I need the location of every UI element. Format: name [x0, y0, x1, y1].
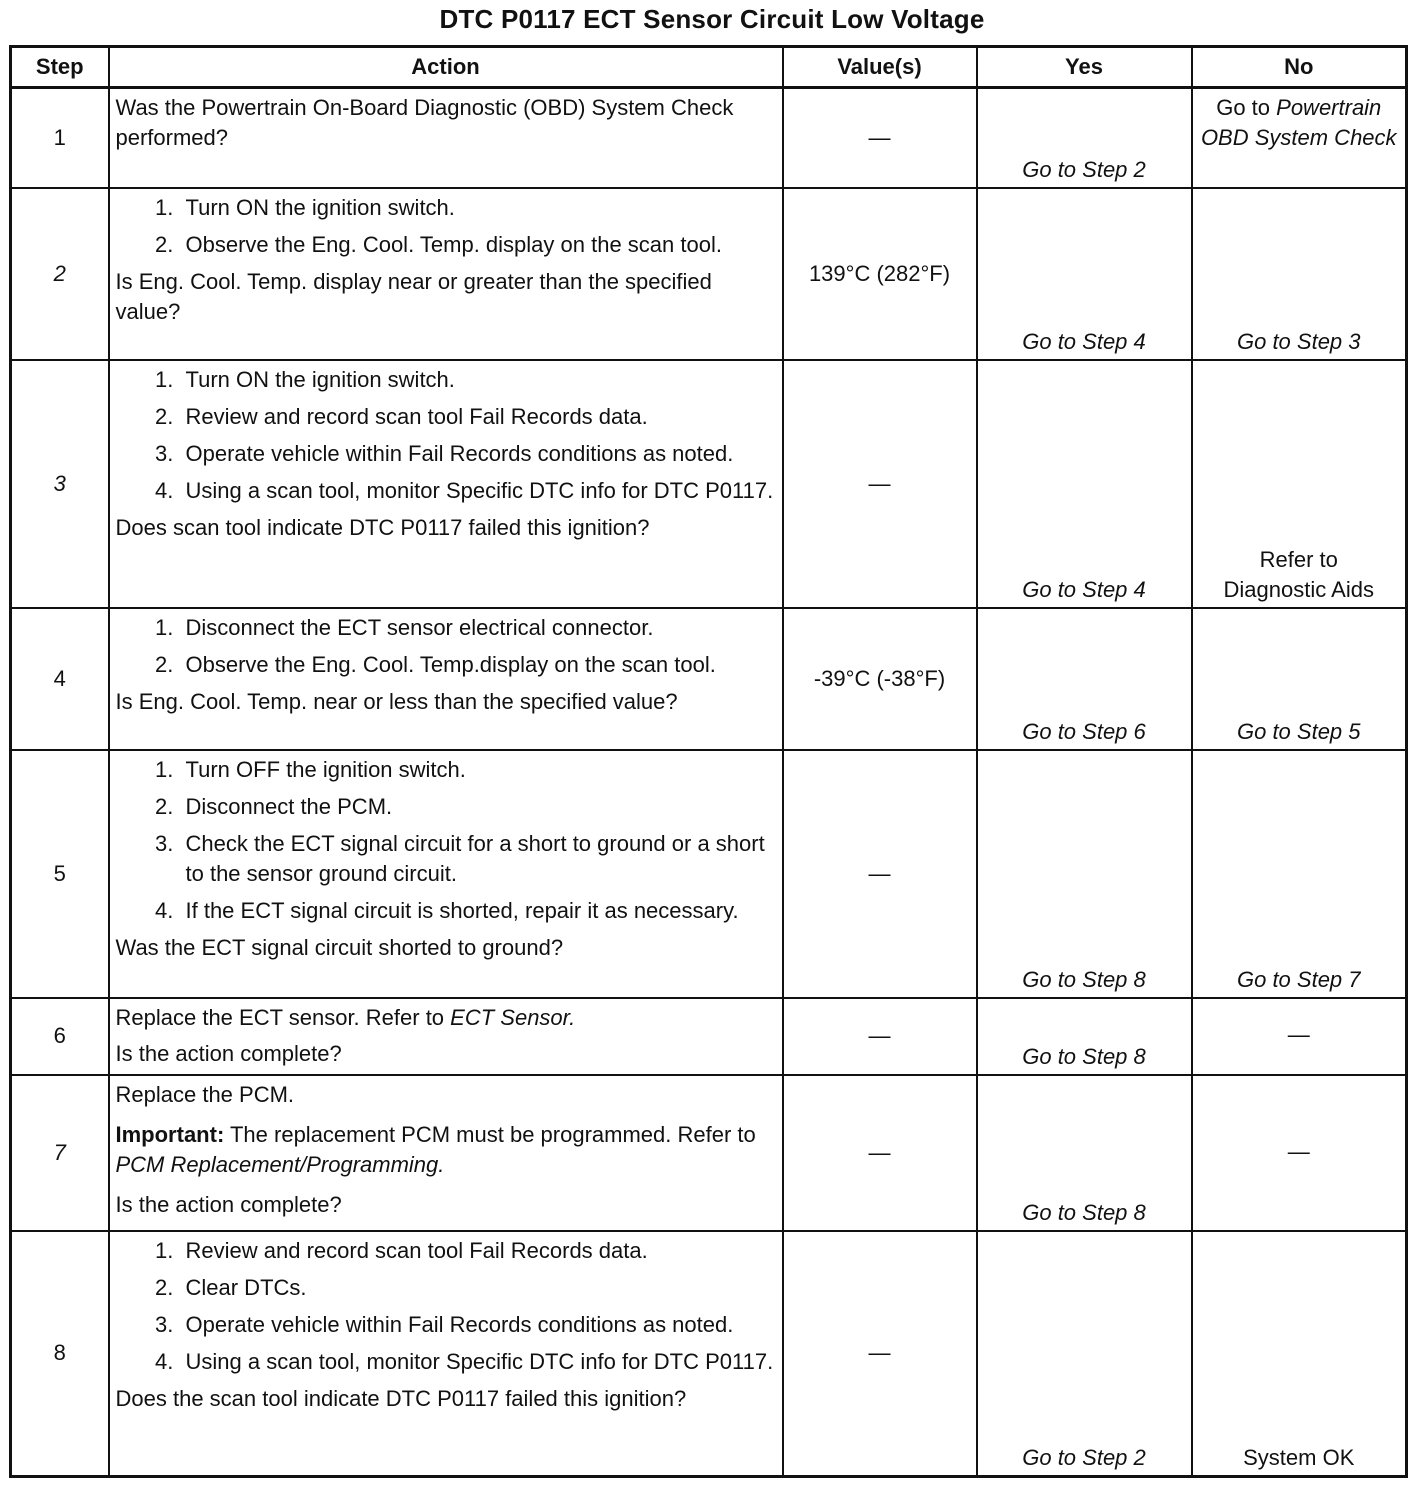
action-cell — [109, 998, 783, 1075]
table-row — [11, 1231, 1407, 1477]
action-steps — [116, 193, 776, 260]
yes-cell: Go to Step 4 — [977, 360, 1192, 608]
action-cell — [109, 188, 783, 360]
page-title: DTC P0117 ECT Sensor Circuit Low Voltage — [439, 4, 985, 34]
action-step: 1. Review and record scan tool Fail Records data. — [180, 1236, 776, 1266]
action-step: 2. Disconnect the PCM. — [180, 792, 776, 822]
action-question: Does scan tool indicate DTC P0117 failed this ignition? — [115, 514, 650, 540]
no-cell: Refer to Diagnostic Aids — [1192, 360, 1407, 608]
step-number: 1 — [11, 88, 109, 188]
table-row — [11, 608, 1407, 750]
action-step: 2. Review and record scan tool Fail Records data. — [180, 402, 776, 432]
action-step: 3. Check the ECT signal circuit for a short to ground or a short to the sensor ground circuit. — [180, 829, 776, 889]
yes-cell: Go to Step 8 — [977, 1075, 1192, 1231]
action-step: 1. Turn ON the ignition switch. — [180, 193, 776, 223]
action-step: 4. Using a scan tool, monitor Specific DTC info for DTC P0117. — [180, 1347, 776, 1377]
action-cell — [109, 1075, 783, 1231]
action-step: 2. Observe the Eng. Cool. Temp.display on the scan tool. — [180, 650, 776, 680]
no-cell: Go to Step 7 — [1192, 750, 1407, 998]
action-question: Was the Powertrain On-Board Diagnostic (OBD) System Check performed? — [115, 95, 734, 150]
important-link: PCM Replacement/Programming. — [115, 1151, 445, 1177]
header-yes: Yes — [977, 47, 1192, 88]
action-question: Is the action complete? — [115, 1040, 342, 1066]
action-cell — [109, 88, 783, 188]
no-cell: Go to Step 3 — [1192, 188, 1407, 360]
value-cell: 139°C (282°F) — [783, 188, 977, 360]
yes-cell: Go to Step 8 — [977, 998, 1192, 1075]
action-step: 1. Turn ON the ignition switch. — [180, 365, 776, 395]
table-row — [11, 750, 1407, 998]
action-step: 1. Turn OFF the ignition switch. — [180, 755, 776, 785]
value-cell: — — [783, 1231, 977, 1477]
step-number: 2 — [11, 188, 109, 360]
value-cell: — — [783, 360, 977, 608]
no-cell: — — [1192, 998, 1407, 1075]
table-row — [11, 360, 1407, 608]
important-text: The replacement PCM must be programmed. Refer to — [229, 1121, 756, 1147]
step-number: 6 — [11, 998, 109, 1075]
action-line: Replace the PCM. — [115, 1081, 295, 1107]
action-step: 3. Operate vehicle within Fail Records conditions as noted. — [180, 439, 776, 469]
action-steps — [116, 613, 776, 680]
action-step: 3. Operate vehicle within Fail Records conditions as noted. — [180, 1310, 776, 1340]
action-step: 1. Disconnect the ECT sensor electrical connector. — [180, 613, 776, 643]
action-step: 2. Clear DTCs. — [180, 1273, 776, 1303]
step-number: 5 — [11, 750, 109, 998]
action-steps — [116, 1236, 776, 1377]
no-link: Powertrain OBD System Check — [1200, 95, 1397, 150]
action-question: Does the scan tool indicate DTC P0117 failed this ignition? — [115, 1385, 687, 1411]
value-cell: — — [783, 88, 977, 188]
action-line-prefix: Replace the ECT sensor. Refer to — [115, 1004, 445, 1030]
action-cell — [109, 1231, 783, 1477]
action-steps — [116, 755, 776, 926]
value-cell: — — [783, 998, 977, 1075]
header-step: Step — [11, 47, 109, 88]
no-cell: Go to Step 5 — [1192, 608, 1407, 750]
action-question: Is Eng. Cool. Temp. near or less than the specified value? — [115, 688, 678, 714]
action-question: Was the ECT signal circuit shorted to ground? — [115, 934, 564, 960]
table-row — [11, 188, 1407, 360]
action-steps — [116, 365, 776, 506]
yes-cell: Go to Step 2 — [977, 1231, 1192, 1477]
yes-cell: Go to Step 4 — [977, 188, 1192, 360]
value-cell: — — [783, 1075, 977, 1231]
action-cell — [109, 608, 783, 750]
no-cell: — — [1192, 1075, 1407, 1231]
header-action: Action — [109, 47, 783, 88]
action-cell — [109, 360, 783, 608]
action-step: 2. Observe the Eng. Cool. Temp. display on the scan tool. — [180, 230, 776, 260]
table-row — [11, 998, 1407, 1075]
step-number: 4 — [11, 608, 109, 750]
step-number: 8 — [11, 1231, 109, 1477]
yes-cell: Go to Step 6 — [977, 608, 1192, 750]
table-row — [11, 1075, 1407, 1231]
no-cell — [1192, 88, 1407, 188]
no-cell: System OK — [1192, 1231, 1407, 1477]
action-step: 4. If the ECT signal circuit is shorted, repair it as necessary. — [180, 896, 776, 926]
header-values: Value(s) — [783, 47, 977, 88]
action-cell — [109, 750, 783, 998]
step-number: 3 — [11, 360, 109, 608]
action-step: 4. Using a scan tool, monitor Specific DTC info for DTC P0117. — [180, 476, 776, 506]
action-line — [116, 1003, 776, 1033]
yes-cell: Go to Step 2 — [977, 88, 1192, 188]
important-note — [116, 1120, 776, 1180]
step-number: 7 — [11, 1075, 109, 1231]
table-row — [11, 88, 1407, 188]
action-question: Is the action complete? — [115, 1191, 342, 1217]
header-no: No — [1192, 47, 1407, 88]
yes-cell: Go to Step 8 — [977, 750, 1192, 998]
action-question: Is Eng. Cool. Temp. display near or greater than the specified value? — [115, 268, 712, 324]
diagnostic-table — [9, 45, 1408, 1478]
no-prefix: Go to — [1216, 95, 1271, 120]
value-cell: — — [783, 750, 977, 998]
header-row — [11, 47, 1407, 88]
action-link: ECT Sensor. — [450, 1004, 576, 1030]
important-label: Important: — [115, 1121, 225, 1147]
value-cell: -39°C (-38°F) — [783, 608, 977, 750]
